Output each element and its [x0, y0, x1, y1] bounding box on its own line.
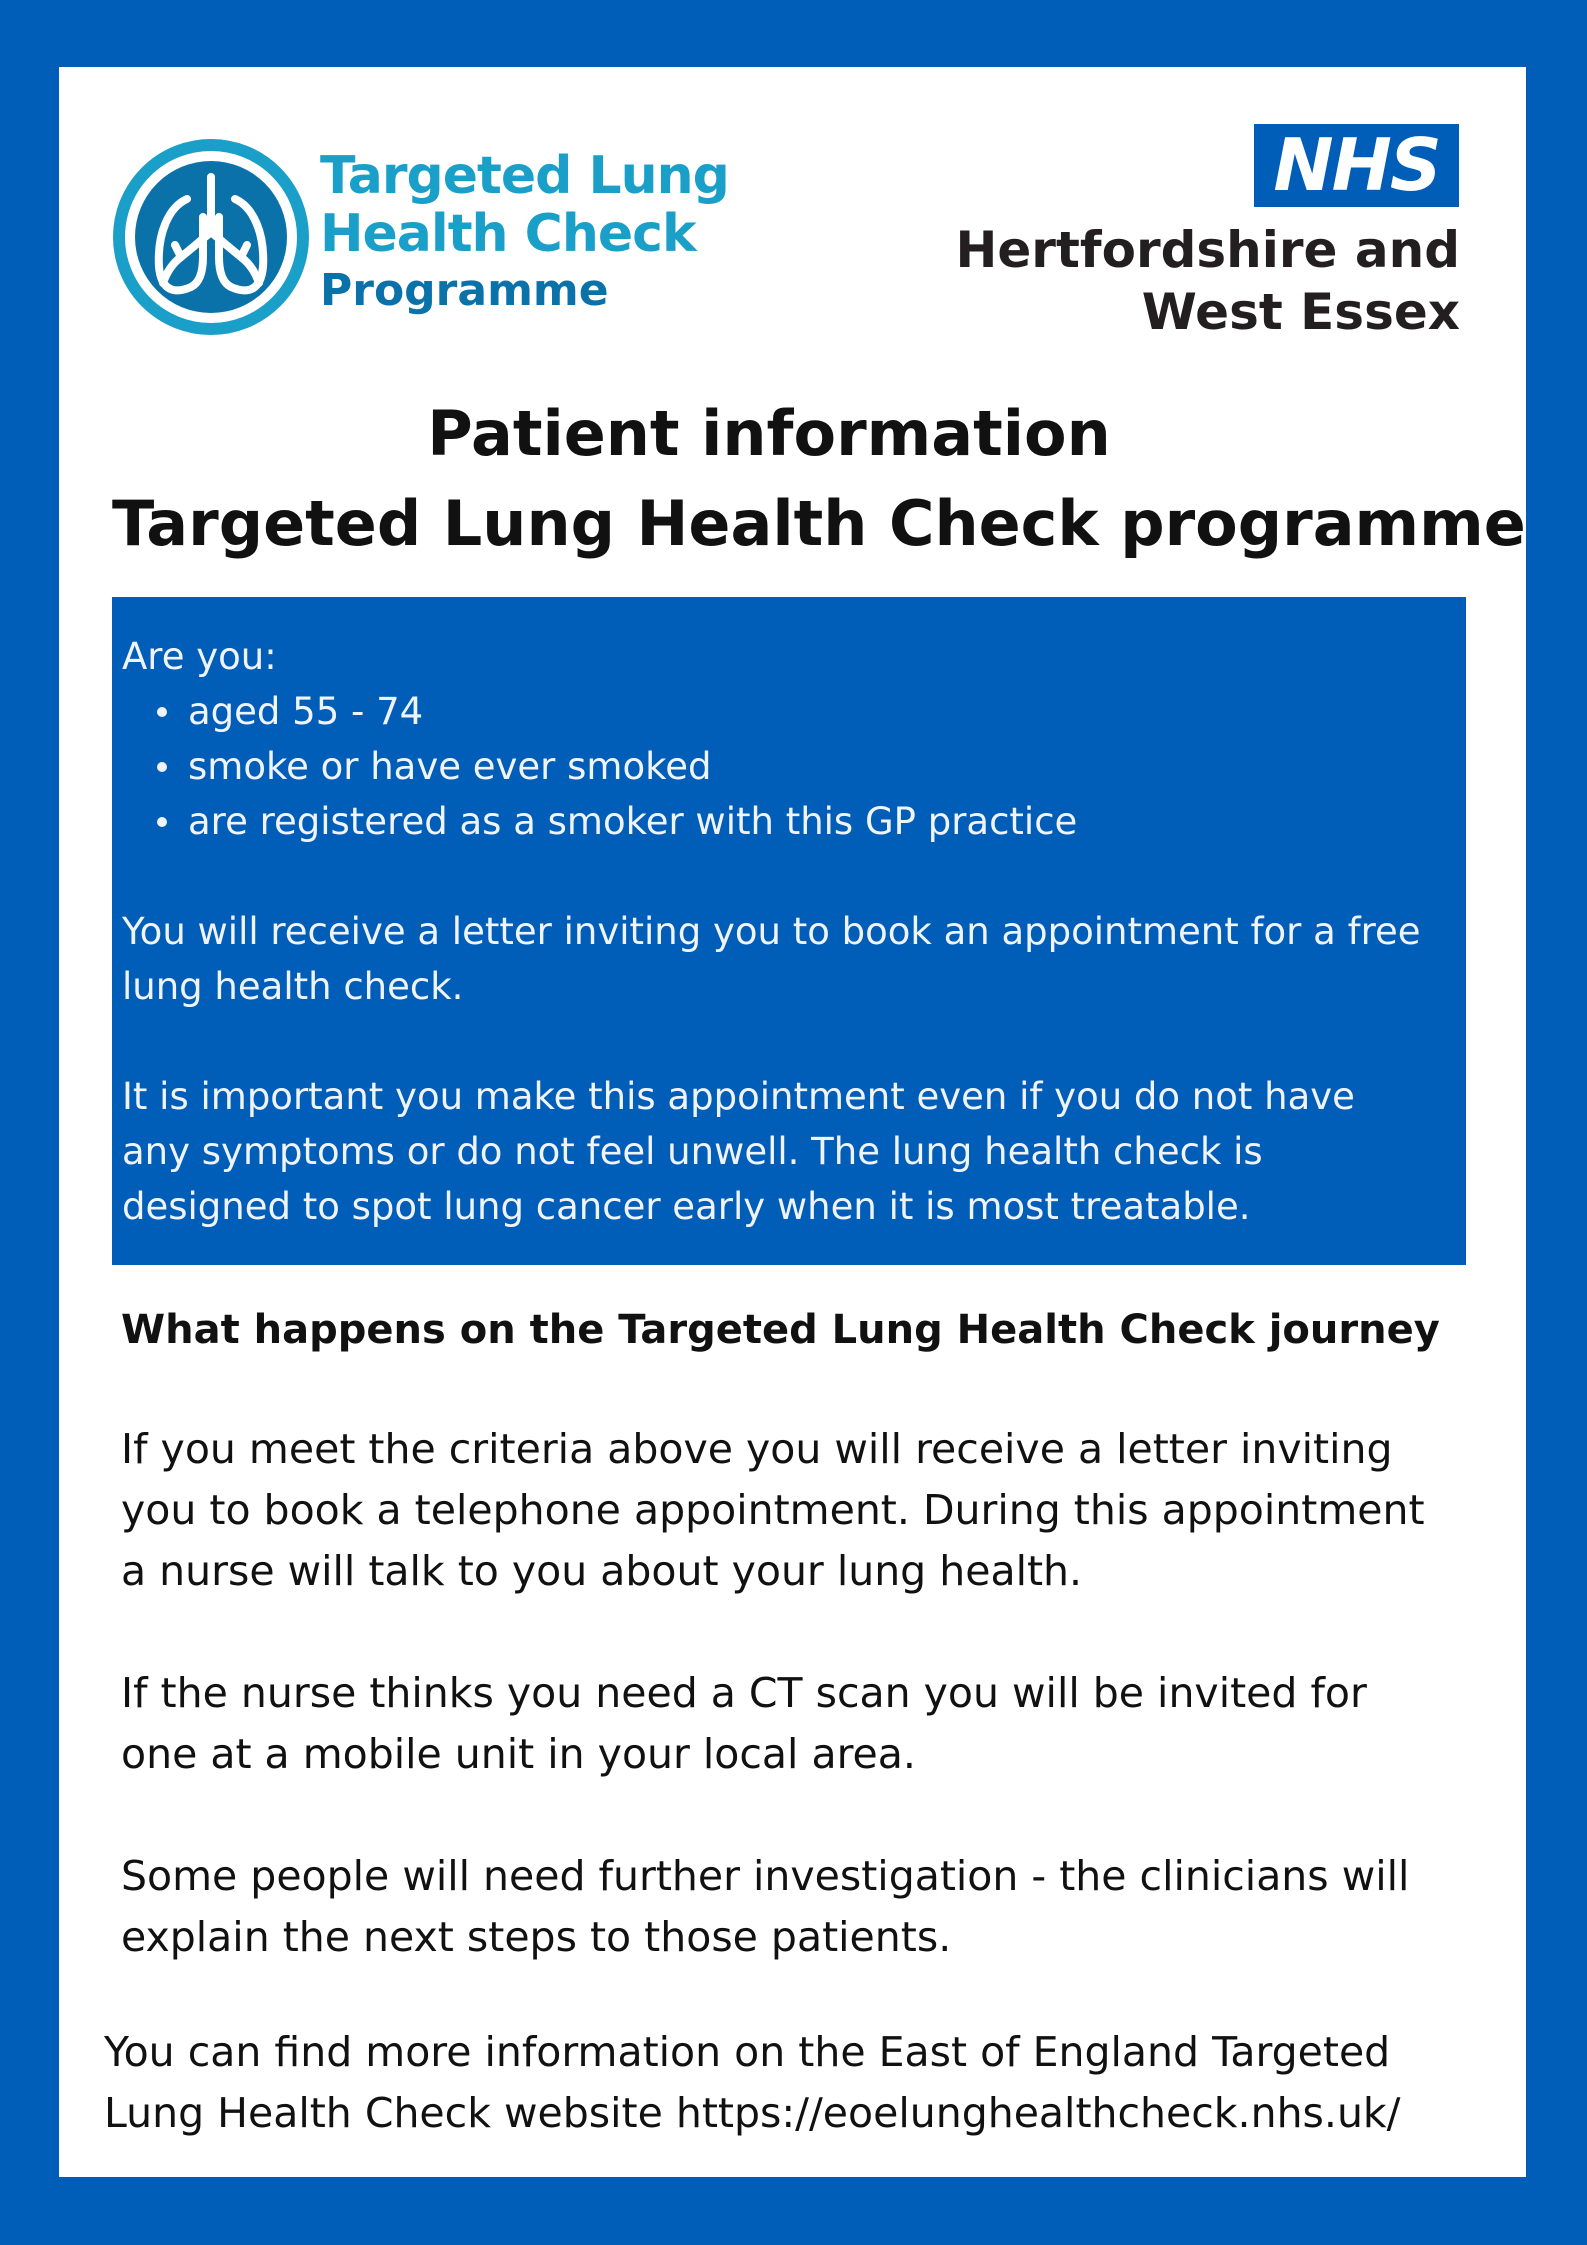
logo-line-3: Programme [320, 265, 609, 316]
more-info [104, 2022, 1401, 2144]
list-item: smoke or have ever smoked [188, 739, 1466, 794]
tlhc-logo [111, 137, 731, 352]
journey-body [121, 1419, 1491, 1968]
journey-heading: What happens on the Targeted Lung Health Check journey [121, 1307, 1440, 1353]
more-info-link[interactable]: Lung Health Check website https://eoelunghealthcheck.nhs.uk/ [104, 2089, 1401, 2137]
list-item: aged 55 - 74 [188, 684, 1466, 739]
nhs-logo: NHS [1254, 124, 1459, 207]
eligibility-intro: Are you: [122, 635, 277, 678]
page-title: Patient information [427, 397, 1111, 470]
page-subtitle: Targeted Lung Health Check programme [112, 487, 1526, 560]
importance-text-line-3: designed to spot lung cancer early when it is most treatable. [122, 1185, 1251, 1228]
journey-paragraph-1: If you meet the criteria above you will receive a letter inviting you to book a telephone appointment. During this appointment a nurse will talk to you about your lung health. [121, 1425, 1425, 1595]
more-info-line-1: You can find more information on the East of England Targeted [104, 2028, 1391, 2076]
importance-text-line-1: It is important you make this appointment even if you do not have [122, 1075, 1355, 1118]
eligibility-list [122, 684, 1466, 849]
list-item: are registered as a smoker with this GP practice [188, 794, 1466, 849]
lungs-icon [111, 137, 311, 337]
poster-sheet [59, 67, 1526, 2177]
nhs-org-line-2: West Essex [1141, 283, 1460, 341]
invite-text-line-2: lung health check. [122, 965, 464, 1008]
logo-line-1: Targeted Lung [320, 146, 729, 206]
journey-paragraph-2: If the nurse thinks you need a CT scan you will be invited for one at a mobile unit in your local area. [121, 1669, 1367, 1778]
logo-line-2: Health Check [320, 204, 696, 264]
eligibility-box [112, 597, 1466, 1265]
nhs-org-line-1: Hertfordshire and [955, 221, 1460, 279]
journey-paragraph-3: Some people will need further investigation - the clinicians will explain the next steps to those patients. [121, 1852, 1410, 1961]
nhs-organisation [956, 219, 1460, 343]
importance-text-line-2: any symptoms or do not feel unwell. The lung health check is [122, 1130, 1263, 1173]
invite-text-line-1: You will receive a letter inviting you to book an appointment for a free [122, 910, 1421, 953]
